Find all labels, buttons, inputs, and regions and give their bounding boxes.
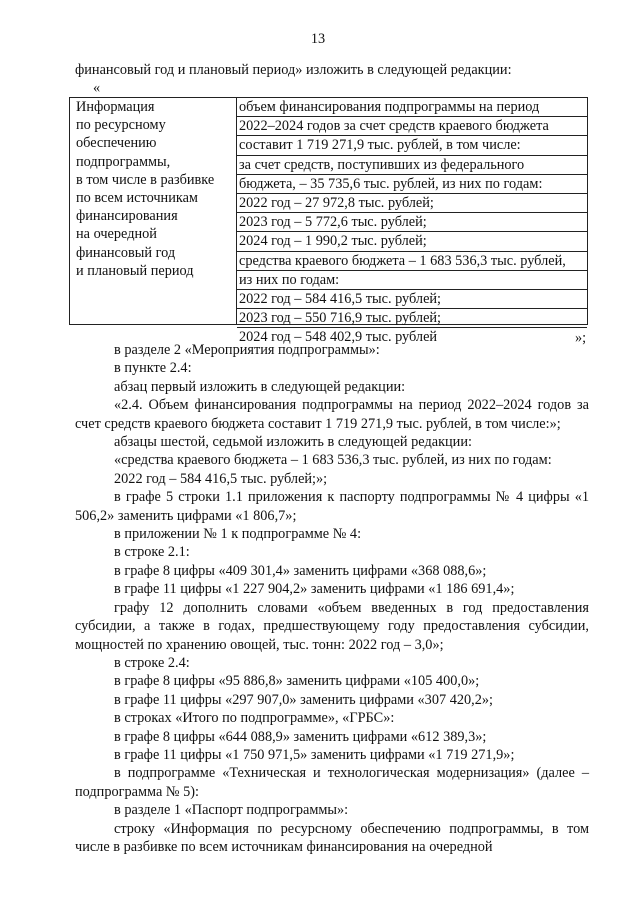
- amendment-text: [75, 341, 589, 856]
- paragraph: в графе 8 цифры «644 088,9» заменить цифрами «612 389,3»;: [114, 728, 487, 745]
- paragraph: в графе 5 строки 1.1 приложения к паспорту подпрограммы № 4 цифры «1 506,2» заменить цифрами «1 806,7»;: [75, 489, 589, 524]
- intro-line: финансовый год и плановый период» изложить в следующей редакции:: [75, 62, 512, 78]
- table-right-line: 2023 год – 550 716,9 тыс. рублей;: [237, 309, 587, 328]
- paragraph: в приложении № 1 к подпрограмме № 4:: [114, 526, 362, 543]
- paragraph: в графе 8 цифры «95 886,8» заменить цифрами «105 400,0»;: [114, 673, 480, 690]
- table-left-line: по всем источникам: [76, 190, 198, 207]
- paragraph: в разделе 1 «Паспорт подпрограммы»:: [114, 802, 349, 819]
- table-left-line: Информация: [76, 99, 155, 115]
- paragraph: графу 12 дополнить словами «объем введенных в год предоставления субсидии, а также в годах, предшествующему году предоставления субсидии, мощностей по хранению овощей, тыс. тонн: 2022 год – 3,0»;: [75, 599, 589, 653]
- table-right-line: объем финансирования подпрограммы на период: [237, 98, 587, 117]
- paragraph: в графе 11 цифры «1 750 971,5» заменить цифрами «1 719 271,9»;: [114, 746, 515, 763]
- paragraph: «2.4. Объем финансирования подпрограммы на период 2022–2024 годов за счет средств краевого бюджета составит 1 719 271,9 тыс. рублей, в том числе:»;: [75, 397, 589, 432]
- paragraph: в строке 2.1:: [114, 544, 190, 561]
- paragraph: в графе 8 цифры «409 301,4» заменить цифрами «368 088,6»;: [114, 562, 487, 579]
- table-left-cell: [70, 98, 237, 324]
- table-right-line: средства краевого бюджета – 1 683 536,3 тыс. рублей,: [237, 252, 587, 271]
- table-right-line: за счет средств, поступивших из федерального: [237, 156, 587, 175]
- paragraph: в пункте 2.4:: [114, 360, 192, 377]
- table-left-line: и плановый период: [76, 262, 194, 279]
- table-right-cell: [237, 98, 587, 346]
- table-right-line: 2022–2024 годов за счет средств краевого бюджета: [237, 117, 587, 136]
- table-left-line: обеспечению: [76, 135, 157, 152]
- paragraph: в строке 2.4:: [114, 654, 190, 671]
- paragraph: в подпрограмме «Техническая и технологическая модернизация» (далее – подпрограмма № 5):: [75, 765, 589, 800]
- paragraph: абзацы шестой, седьмой изложить в следующей редакции:: [114, 434, 472, 451]
- close-quote: »;: [575, 330, 587, 346]
- page-number: 13: [310, 31, 326, 47]
- paragraph: абзац первый изложить в следующей редакции:: [114, 378, 406, 395]
- table-left-line: финансирования: [76, 208, 178, 225]
- open-quote: «: [93, 80, 101, 96]
- table-right-line: бюджета, – 35 735,6 тыс. рублей, из них по годам:: [237, 175, 587, 194]
- resource-info-table: [69, 97, 588, 346]
- paragraph: в строках «Итого по подпрограмме», «ГРБС»:: [114, 710, 395, 727]
- table-right-line: из них по годам:: [237, 271, 587, 290]
- table-right-line: 2024 год – 1 990,2 тыс. рублей;: [237, 232, 587, 251]
- table-left-line: подпрограммы,: [76, 153, 171, 170]
- table-left-line: на очередной: [76, 226, 157, 243]
- table-right-line: 2023 год – 5 772,6 тыс. рублей;: [237, 213, 587, 232]
- table-left-line: финансовый год: [76, 244, 176, 261]
- paragraph: 2022 год – 584 416,5 тыс. рублей;»;: [114, 470, 328, 487]
- table-left-line: по ресурсному: [76, 117, 166, 134]
- table-right-line: 2022 год – 27 972,8 тыс. рублей;: [237, 194, 587, 213]
- paragraph: в разделе 2 «Мероприятия подпрограммы»:: [114, 342, 380, 358]
- paragraph: «средства краевого бюджета – 1 683 536,3 тыс. рублей, из них по годам:: [114, 452, 552, 469]
- table-right-line: 2022 год – 584 416,5 тыс. рублей;: [237, 290, 587, 309]
- paragraph: в графе 11 цифры «297 907,0» заменить цифрами «307 420,2»;: [114, 691, 493, 708]
- table-left-line: в том числе в разбивке: [76, 171, 215, 188]
- table-right-line: 2024 год – 548 402,9 тыс. рублей: [239, 329, 438, 346]
- paragraph: строку «Информация по ресурсному обеспечению подпрограммы, в том числе в разбивке по всем источникам финансирования на очередной: [75, 820, 589, 855]
- paragraph: в графе 11 цифры «1 227 904,2» заменить цифрами «1 186 691,4»;: [114, 581, 515, 598]
- table-right-line: составит 1 719 271,9 тыс. рублей, в том числе:: [237, 136, 587, 155]
